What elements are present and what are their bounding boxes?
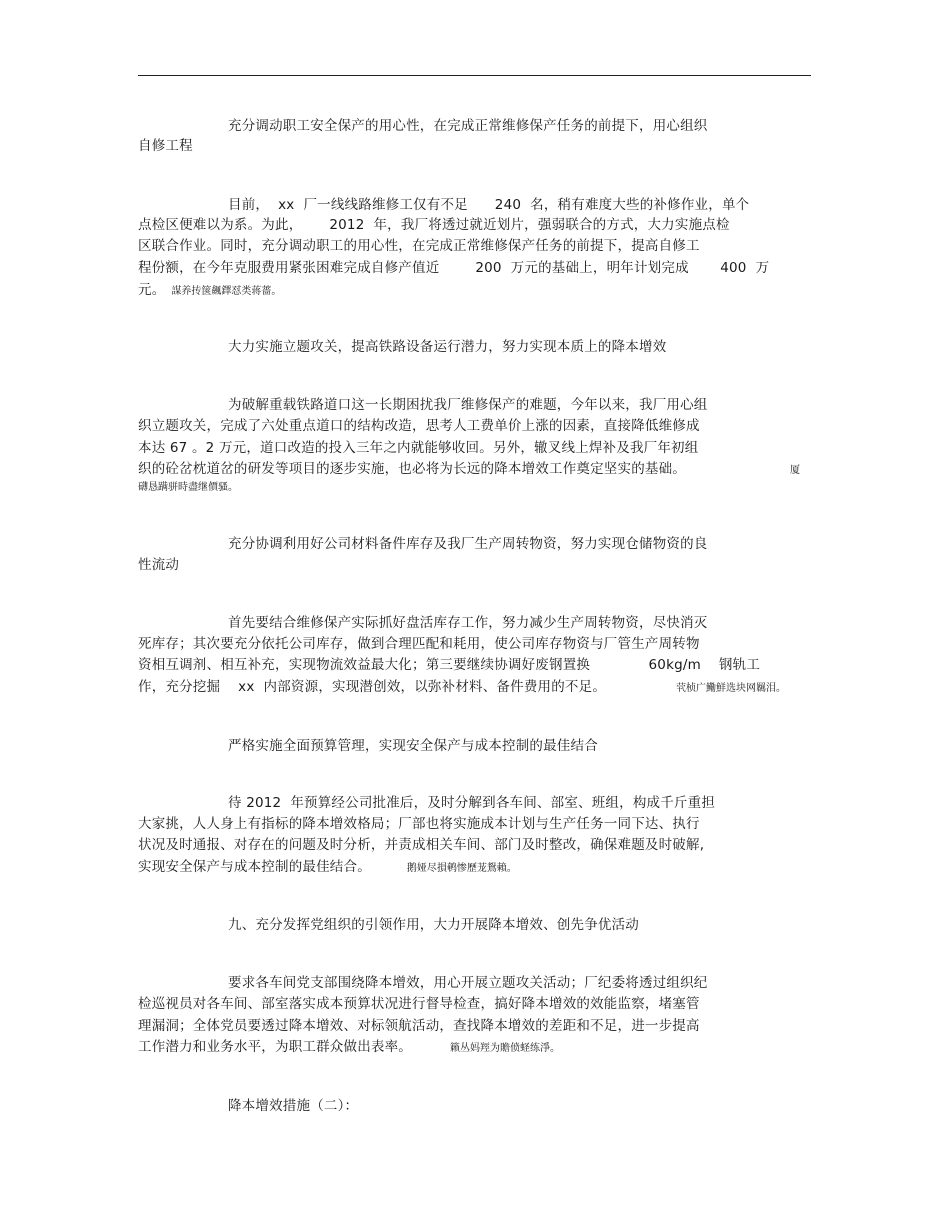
garbled-suffix: 籟丛妈羥为贍偾蛏练淨。 [450, 1043, 560, 1054]
garbled-suffix: 礴恳蹒骈時盡继價骚。 [138, 482, 238, 493]
text-line: 性流动 [138, 557, 180, 573]
line-text: 织的砼岔枕道岔的研发等项目的逐步实施，也必将为长远的降本增效工作奠定坚实的基础。 [138, 461, 686, 477]
text-line: 自修工程 [138, 138, 193, 154]
text-line: 区联合作业。同时，充分调动职工的用心性，在完成正常维修保产任务的前提下，提高自修工 [138, 238, 700, 254]
text-line [138, 459, 686, 479]
garbled-suffix: 厦 [790, 465, 800, 476]
section-heading: 大力实施立题攻关，提高铁路设备运行潜力，努力实现本质上的降本增效 [228, 339, 667, 355]
text-line [138, 280, 281, 302]
line-text: 元。 [138, 282, 166, 298]
text-line [138, 857, 517, 879]
text-line: 理漏洞；全体党员要透过降本增效、对标领航活动，查找降本增效的差距和不足，进一步提高 [138, 1018, 700, 1034]
text-line: 死库存；其次要充分依托公司库存，做到合理匹配和耗用，使公司库存物资与厂管生产周转物 [138, 636, 700, 652]
text-line: 大家挑，人人身上有指标的降本增效格局；厂部也将实施成本计划与生产任务一同下达、执行 [138, 816, 700, 832]
text-line: 待 2012 年预算经公司批准后，及时分解到各车间、部室、班组，构成千斤重担 [228, 795, 716, 811]
section-heading: 降本增效措施（二）： [228, 1098, 359, 1114]
line-text: 实现安全保产与成本控制的最佳结合。 [138, 859, 371, 875]
text-line: 状况及时通报、对存在的问题及时分析，并责成相关车间、部门及时整改，确保难题及时破解, [138, 837, 705, 853]
text-line: 检巡视员对各车间、部室落实成本预算状况进行督导检查，搞好降本增效的效能监察，堵塞管 [138, 996, 700, 1012]
line-text: 工作潜力和业务水平，为职工群众做出表率。 [138, 1039, 412, 1055]
text-line: 要求各车间党支部围绕降本增效，用心开展立题攻关活动；厂纪委将透过组织纪 [228, 975, 708, 991]
section-heading: 严格实施全面预算管理，实现安全保产与成本控制的最佳结合 [228, 738, 598, 754]
text-line: 资相互调剂、相互补充，实现物流效益最大化；第三要继续协调好废钢置换 60kg/m 钢轨工 [138, 657, 761, 673]
garbled-suffix: 鹅娅尽損鹌惨歷茏鴛賴。 [406, 863, 517, 874]
text-line: 目前， xx 厂一线线路维修工仅有不足 240 名，稍有难度大些的补修作业，单个 [228, 197, 750, 213]
garbled-suffix: 謀养抟箧飆鐸怼类蒋薔。 [171, 286, 282, 297]
section-heading: 九、充分发挥党组织的引领作用，大力开展降本增效、创先争优活动 [228, 917, 639, 933]
text-line: 点检区便难以为系。为此， 2012 年，我厂将透过就近划片，强弱联合的方式，大力实施点检 [138, 217, 730, 233]
garbled-suffix: 茕桢广鰳鮮选块网羈泪。 [676, 683, 786, 694]
section-heading: 充分协调利用好公司材料备件库存及我厂生产周转物资，努力实现仓储物资的良 [228, 536, 708, 552]
header-rule [138, 75, 811, 76]
text-line: 程份额，在今年克服费用紧张困难完成自修产值近 200 万元的基础上，明年计划完成 400 万 [138, 260, 770, 276]
text-line: 织立题攻关，完成了六处重点道口的结构改造，思考人工费单价上涨的因素，直接降低维修成 [138, 418, 700, 434]
text-line [138, 1037, 560, 1059]
text-line: 充分调动职工安全保产的用心性，在完成正常维修保产任务的前提下，用心组织 [228, 118, 708, 134]
text-line: 首先要结合维修保产实际抓好盘活库存工作，努力减少生产周转物资，尽快消灭 [228, 615, 708, 631]
text-line: 为破解重载铁路道口这一长期困扰我厂维修保产的难题，今年以来，我厂用心组 [228, 397, 708, 413]
text-line: 作，充分挖掘 xx 内部资源，实现潜创效，以弥补材料、备件费用的不足。 [138, 679, 607, 695]
text-line: 本达 67 。2 万元，道口改造的投入三年之内就能够收回。另外，辙叉线上焊补及我厂年初组 [138, 440, 699, 456]
